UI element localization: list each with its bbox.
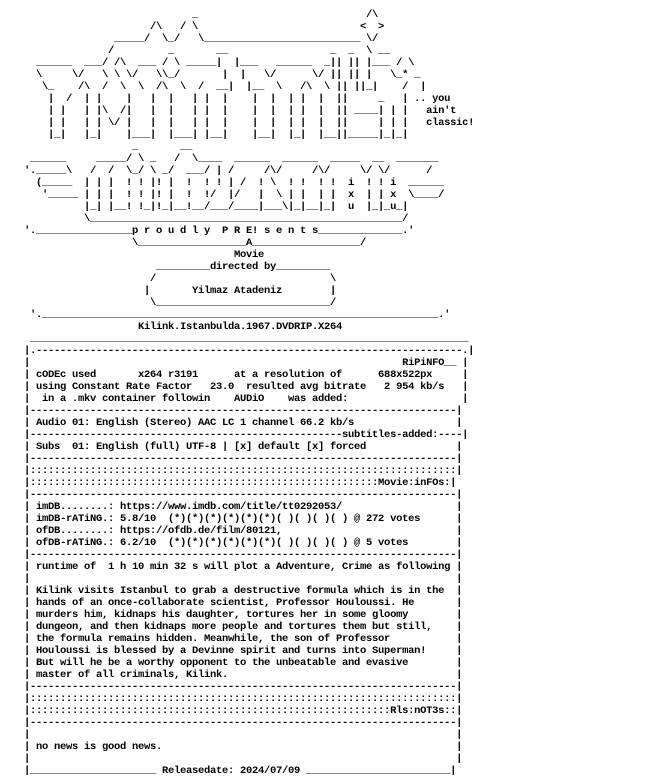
nfo-line: _________________________________________________________________________ — [24, 333, 469, 345]
nfo-line: | ofDB........: https://ofdb.de/film/80121, | — [24, 525, 463, 537]
nfo-line: |----------------------------------------------------subtitles-added:----| — [24, 429, 469, 441]
nfo-line: | runtime of 1 h 10 min 32 s will plot a Adventure, Crime as following | — [24, 561, 463, 573]
nfo-line: ______ _____/ \ _ / \____ ______ ______ _____ __ _______ — [24, 153, 439, 165]
nfo-line: | Subs 01: English (full) UTF-8 | [x] default [x] forced | — [24, 441, 463, 453]
nfo-line: / \ — [24, 273, 337, 285]
nfo-line: _ __ — [24, 141, 193, 153]
nfo-line: | / | | | | | | | | | | | | | || _ | .. you — [24, 93, 451, 105]
nfo-line: | no news is good news. | — [24, 741, 463, 753]
nfo-line: | the formula remains hidden. Meanwhile, the son of Professor | — [24, 633, 463, 645]
nfo-line: | Houloussi is blessed by a Devinne spirit and turns into Superman! | — [24, 645, 463, 657]
nfo-line: '.________________p r o u d l y P R E! s e n t s______________.' — [24, 225, 415, 237]
nfo-line: \__________________A__________________/ — [24, 237, 367, 249]
nfo-line: \_ /\ / \ \ /\ \ / __| |__ \ /\ \ || ||_| / | — [24, 81, 427, 93]
nfo-line: / _ __ _ _ \ __ — [24, 45, 391, 57]
nfo-line: | master of all criminals, Kilink. | — [24, 669, 463, 681]
nfo-line: | | | |\ /| | | | | | | | | | | || ____| | | ain't — [24, 105, 457, 117]
nfo-line: | imDB........: https://www.imdb.com/title/tt0292053/ | — [24, 501, 463, 513]
nfo-line: |-----------------------------------------------------------------------| — [24, 549, 463, 561]
nfo-line: | murders him, kidnaps his daughter, tortures her in some gloomy | — [24, 609, 463, 621]
nfo-line: |.-----------------------------------------------------------------------.| — [24, 345, 475, 357]
nfo-line: |:::::::::::::::::::::::::::::::::::::::::::::::::::::::::::::::::::::::| — [24, 465, 463, 477]
nfo-line: |:::::::::::::::::::::::::::::::::::::::::::::::::::::::::::::::::::::::| — [24, 693, 463, 705]
nfo-line: |-----------------------------------------------------------------------| — [24, 489, 463, 501]
nfo-line: | dungeon, and then kidnaps more people and tortures them but still, | — [24, 621, 463, 633]
nfo-line: | cODEc used x264 r3191 at a resolution of 688x522px | — [24, 369, 469, 381]
nfo-line: ______ ___/ /\ ___ / \ _____| |___ ______ _|| || |___ / \ — [24, 57, 415, 69]
nfo-line: |_____________________ Releasedate: 2024/07/09 ________________________| — [24, 765, 457, 777]
nfo-line: (_____ | | | ! ! |! | ! ! ! | / ! \ ! ! ! ! i ! ! i ______ — [24, 177, 445, 189]
nfo-line: | Yilmaz Atadeniz | — [24, 285, 337, 297]
nfo-line: \ \/ \ \ \/ \\_/ | | \/ \/ || || | \_* _ — [24, 69, 421, 81]
nfo-line: \_____________________________/ — [24, 297, 337, 309]
nfo-line: | | — [24, 729, 463, 741]
nfo-line: | Audio 01: English (Stereo) AAC LC 1 channel 66.2 kb/s | — [24, 417, 463, 429]
nfo-line: |-----------------------------------------------------------------------| — [24, 717, 463, 729]
nfo-line: | Kilink visits Istanbul to grab a destructive formula which is in the | — [24, 585, 463, 597]
nfo-line: |-----------------------------------------------------------------------| — [24, 453, 463, 465]
nfo-line: | | | | \/ | | | | | | | | | | | || | | | classic! — [24, 117, 475, 129]
nfo-line: _____/ \_/ \__________________________ \/ — [24, 33, 379, 45]
nfo-line: Kilink.Istanbulda.1967.DVDRIP.X264 — [24, 321, 343, 333]
nfo-line: '_____ | | | ! ! |! | ! !/ |/ | \ | | | | x | | x \____/ — [24, 189, 445, 201]
nfo-line: Movie — [24, 249, 265, 261]
nfo-line: | But will he be a worthy opponent to the unbeatable and evasive | — [24, 657, 463, 669]
nfo-line: | hands of an once-collaborate scientist, Professor Houloussi. He | — [24, 597, 463, 609]
nfo-line: | in a .mkv container followin AUDiO was added: | — [24, 393, 469, 405]
nfo-line: |::::::::::::::::::::::::::::::::::::::::::::::::::::::::::::Rls:nOT3s::| — [24, 705, 463, 717]
nfo-line: |::::::::::::::::::::::::::::::::::::::::::::::::::::::::::Movie:inFOs:| — [24, 477, 457, 489]
nfo-line: | using Constant Rate Factor 23.0 resulted avg bitrate 2 954 kb/s | — [24, 381, 469, 393]
nfo-line: | ofDB-rATiNG.: 6.2/10 (*)(*)(*)(*)(*)(*)( )( )( )( ) @ 5 votes | — [24, 537, 463, 549]
nfo-line: | | — [24, 573, 463, 585]
nfo-line: | RiPiNFO__ | — [24, 357, 469, 369]
nfo-line: |_| |__! !_|!_|__!__/___/____|___\|_|__|_| u |_|_u_| — [24, 201, 409, 213]
nfo-line: '.__________________________________________________________________.' — [24, 309, 451, 321]
nfo-line: \____________________________________________________/ — [24, 213, 409, 225]
nfo-line: _ /\ — [24, 9, 379, 21]
nfo-line: |-----------------------------------------------------------------------| — [24, 405, 463, 417]
nfo-line: _________directed by_________ — [24, 261, 331, 273]
nfo-line: | imDB-rATiNG.: 5.8/10 (*)(*)(*)(*)(*)(*)( )( )( )( ) @ 272 votes | — [24, 513, 463, 525]
nfo-line: /\ / \ < > — [24, 21, 385, 33]
nfo-line: | | — [24, 753, 463, 765]
nfo-line: |_| |_| |___| |___| |__| |__| |_| |__||_____|_|_| — [24, 129, 409, 141]
nfo-line: '._____\ / / \_/ \ _/ ___/ | / /\/ /\/ \/ \/ / — [24, 165, 433, 177]
nfo-line: |-----------------------------------------------------------------------| — [24, 681, 463, 693]
